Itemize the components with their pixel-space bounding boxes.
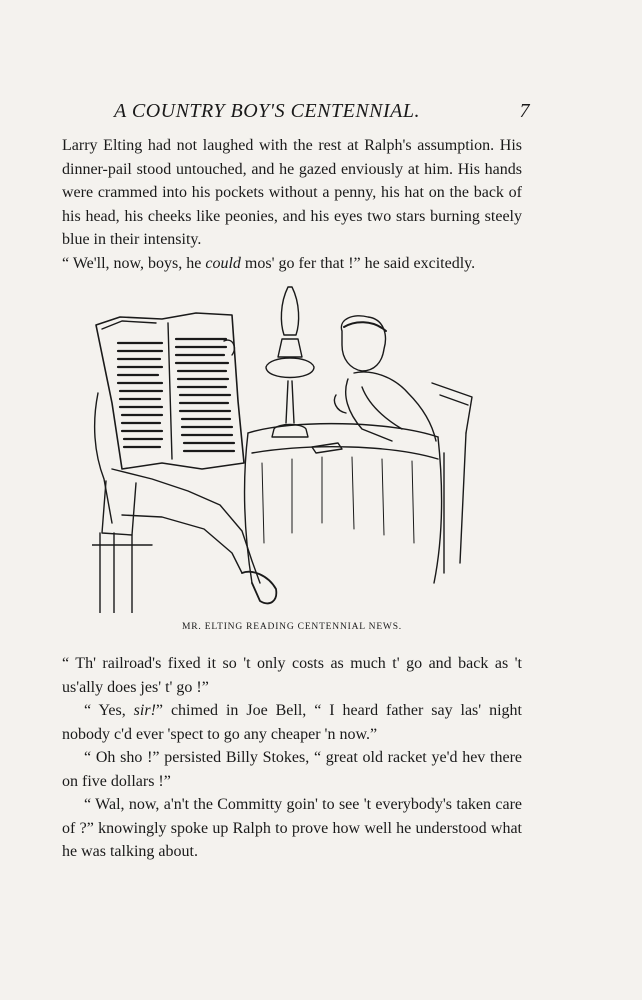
paragraph-4: “ Yes, sir!” chimed in Joe Bell, “ I heard father say las' night nobody c'd ever 'spect to go any cheaper 'n now.” bbox=[62, 702, 522, 743]
running-head-title: A COUNTRY BOY'S CENTENNIAL. bbox=[114, 100, 420, 122]
illustration bbox=[92, 283, 478, 613]
paragraph-6: “ Wal, now, a'n't the Committy goin' to see 't everybody's taken care of ?” knowingly spoke up Ralph to prove how well he understood what he was talking about. bbox=[62, 796, 522, 860]
table-drawing bbox=[245, 424, 442, 583]
emphasis-sir: sir! bbox=[133, 702, 156, 719]
emphasis-could: could bbox=[205, 254, 241, 272]
figure-caption: MR. ELTING READING CENTENNIAL NEWS. bbox=[182, 622, 402, 632]
page-number: 7 bbox=[519, 100, 530, 122]
text-block-top bbox=[62, 134, 522, 275]
boy-drawing bbox=[334, 316, 436, 441]
paragraph-1: Larry Elting had not laughed with the rest at Ralph's assumption. His dinner-pail stood untouched, and he gazed enviously at him. His hands were crammed into his pockets without a penny, his hat on the back of his head, his cheeks like peonies, and his eyes two stars burning steely blue in their intensity. bbox=[62, 137, 522, 248]
paragraph-2: “ We'll, now, boys, he could mos' go fer that !” he said excitedly. bbox=[62, 254, 476, 272]
chair-drawing bbox=[432, 383, 472, 573]
text-block-bottom bbox=[62, 652, 522, 864]
paragraph-3: “ Th' railroad's fixed it so 't only costs as much t' go and back as 't us'ally does jes' t' go !” bbox=[62, 655, 522, 696]
paragraph-5: “ Oh sho !” persisted Billy Stokes, “ great old racket ye'd hev there on five dollars !” bbox=[62, 749, 522, 790]
newspaper-drawing bbox=[96, 313, 244, 469]
oil-lamp-drawing bbox=[266, 287, 314, 437]
